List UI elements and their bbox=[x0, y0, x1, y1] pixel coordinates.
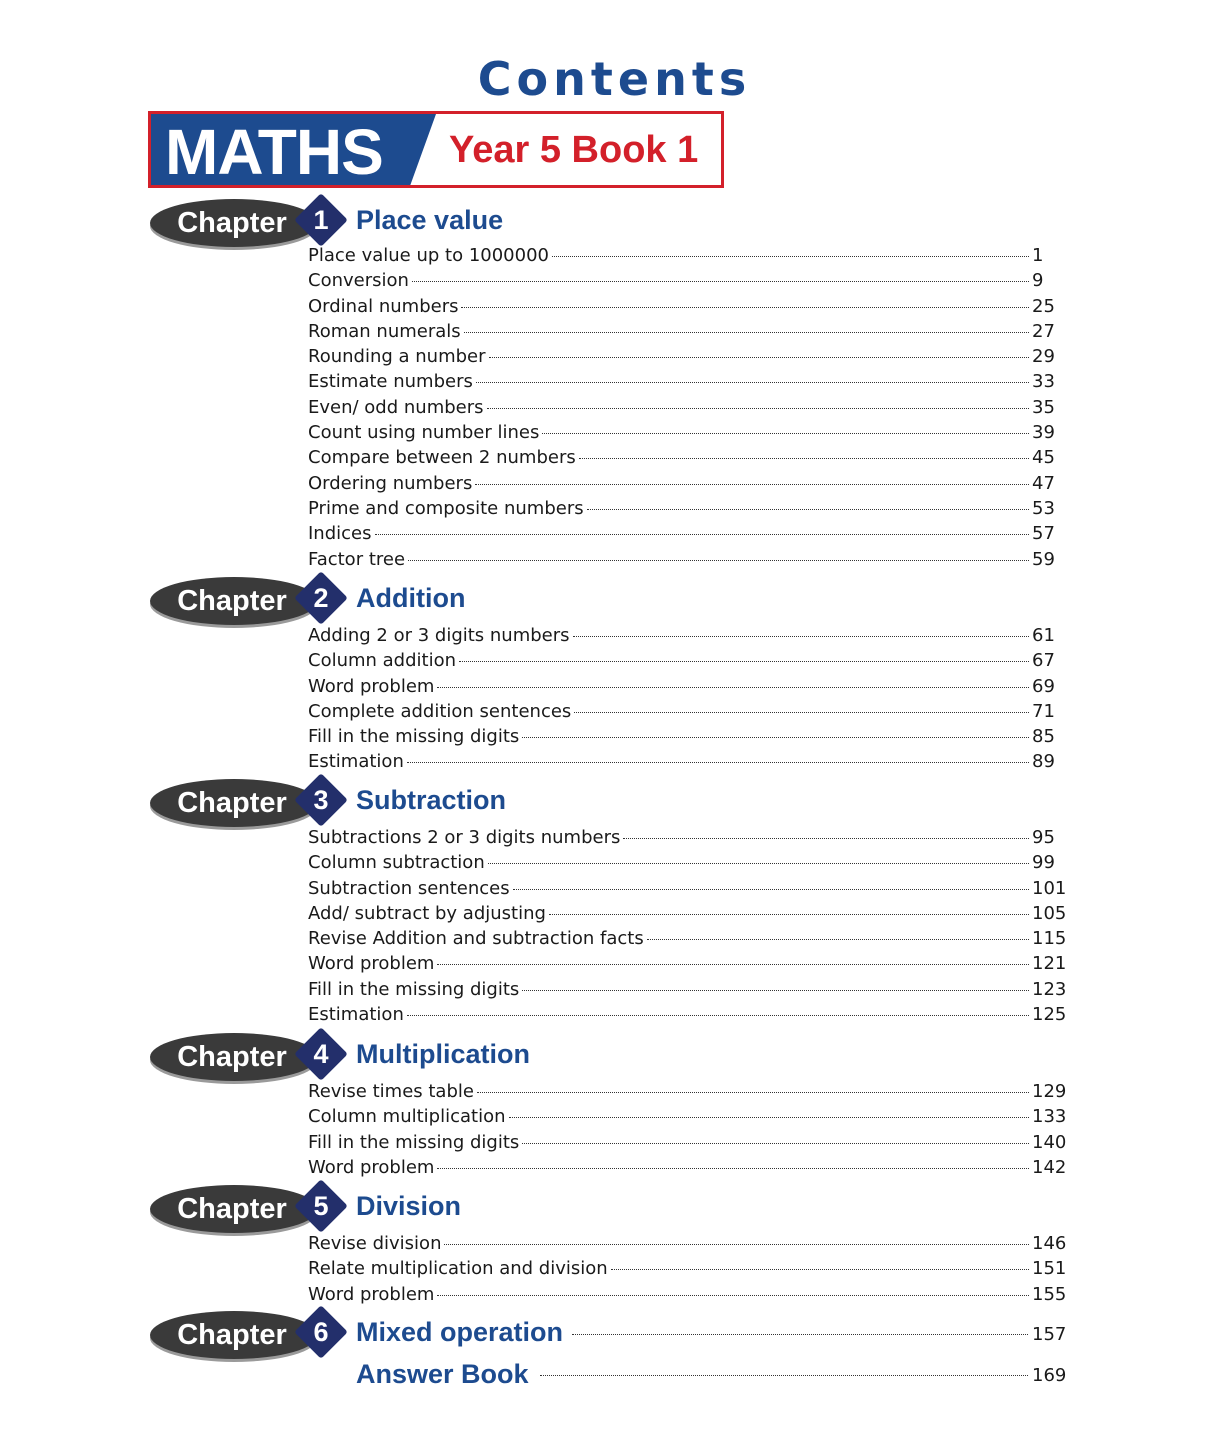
toc-entry-page: 95 bbox=[1032, 827, 1055, 848]
toc-entry-label: Conversion bbox=[308, 270, 409, 292]
toc-entry-page: 123 bbox=[1032, 978, 1067, 1000]
toc-entry[interactable] bbox=[308, 1155, 1068, 1180]
chapter-word: Chapter bbox=[177, 207, 287, 239]
toc-entry-page: 140 bbox=[1032, 1131, 1067, 1153]
toc-entry-label: Revise times table bbox=[308, 1081, 474, 1102]
dot-leader bbox=[522, 737, 1029, 738]
dot-leader bbox=[437, 687, 1029, 688]
dot-leader bbox=[573, 636, 1029, 637]
dot-leader bbox=[488, 863, 1029, 864]
toc-entry-page: 25 bbox=[1032, 295, 1055, 317]
toc-entry-page: 125 bbox=[1032, 1004, 1067, 1026]
chapter-title: Place value bbox=[356, 205, 504, 235]
toc-entry[interactable] bbox=[308, 496, 1068, 521]
toc-entry-page: 121 bbox=[1032, 953, 1067, 975]
toc-entry-page: 33 bbox=[1032, 371, 1055, 393]
toc-entry-page: 85 bbox=[1032, 726, 1055, 748]
toc-entry[interactable] bbox=[308, 977, 1068, 1002]
toc-entry-label: Add/ subtract by adjusting bbox=[308, 902, 546, 924]
toc-entry-page: 71 bbox=[1032, 700, 1055, 722]
chapter-word: Chapter bbox=[177, 585, 287, 617]
toc-entry-label: Indices bbox=[308, 523, 372, 545]
dot-leader bbox=[623, 838, 1029, 839]
toc-entry[interactable] bbox=[308, 901, 1068, 926]
toc-entry[interactable] bbox=[308, 699, 1068, 724]
toc-entry[interactable] bbox=[308, 876, 1068, 901]
toc-entry[interactable] bbox=[308, 344, 1068, 369]
toc-entry[interactable] bbox=[308, 1079, 1068, 1104]
toc-entry-label: Factor tree bbox=[308, 548, 406, 570]
toc-entry[interactable] bbox=[308, 825, 1068, 850]
dot-leader bbox=[375, 534, 1030, 535]
chapter-number: 3 bbox=[313, 785, 329, 815]
toc-entry-label: Prime and composite numbers bbox=[308, 497, 584, 519]
toc-entry-label: Column multiplication bbox=[308, 1106, 506, 1128]
toc-entry-page: 67 bbox=[1032, 650, 1055, 672]
chapter-3-entries bbox=[308, 825, 1068, 1027]
toc-entry[interactable] bbox=[308, 1282, 1068, 1307]
dot-leader bbox=[522, 1143, 1029, 1144]
toc-entry-label: Fill in the missing digits bbox=[308, 978, 520, 1000]
toc-entry-label: Compare between 2 numbers bbox=[308, 447, 576, 469]
chapter-title: Subtraction bbox=[356, 785, 507, 815]
chapter-word: Chapter bbox=[177, 1041, 287, 1073]
toc-entry-page: 61 bbox=[1032, 625, 1055, 646]
toc-entry-page: 155 bbox=[1032, 1283, 1067, 1305]
chapter-title: Multiplication bbox=[356, 1039, 530, 1069]
chapter-pill bbox=[150, 1311, 318, 1359]
toc-entry[interactable] bbox=[308, 268, 1068, 293]
chapter-pill bbox=[150, 1033, 318, 1081]
toc-entry-label: Even/ odd numbers bbox=[308, 396, 484, 418]
toc-entry[interactable] bbox=[308, 1002, 1068, 1027]
toc-entry[interactable] bbox=[308, 445, 1068, 470]
toc-entry[interactable] bbox=[308, 1130, 1068, 1155]
toc-entry-label: Rounding a number bbox=[308, 346, 486, 368]
toc-entry-page: 39 bbox=[1032, 422, 1055, 444]
toc-entry-label: Revise division bbox=[308, 1233, 442, 1254]
dot-leader bbox=[540, 1375, 1028, 1376]
toc-entry[interactable] bbox=[308, 1256, 1068, 1281]
dot-leader bbox=[509, 1117, 1030, 1118]
dot-leader bbox=[437, 964, 1029, 965]
toc-entry[interactable] bbox=[308, 369, 1068, 394]
toc-entry[interactable] bbox=[308, 926, 1068, 951]
dot-leader bbox=[412, 281, 1029, 282]
toc-entry[interactable] bbox=[308, 951, 1068, 976]
chapter-pill bbox=[150, 199, 318, 247]
chapter-word: Chapter bbox=[177, 1193, 287, 1225]
answer-book-leader bbox=[536, 1365, 1068, 1399]
chapter-number: 2 bbox=[313, 583, 329, 613]
toc-entry-label: Place value up to 1000000 bbox=[308, 245, 549, 266]
dot-leader bbox=[476, 382, 1029, 383]
toc-entry-label: Subtractions 2 or 3 digits numbers bbox=[308, 827, 621, 848]
toc-entry-label: Complete addition sentences bbox=[308, 700, 572, 722]
chapter-word: Chapter bbox=[177, 787, 287, 819]
chapter-pill bbox=[150, 779, 318, 827]
toc-entry[interactable] bbox=[308, 749, 1068, 774]
toc-entry-page: 45 bbox=[1032, 447, 1055, 469]
toc-entry-label: Column subtraction bbox=[308, 852, 485, 874]
chapter-pill bbox=[150, 1185, 318, 1233]
toc-entry[interactable] bbox=[308, 547, 1068, 572]
chapter-4-entries bbox=[308, 1079, 1068, 1180]
dot-leader bbox=[464, 332, 1029, 333]
toc-entry[interactable] bbox=[308, 395, 1068, 420]
toc-entry[interactable] bbox=[308, 648, 1068, 673]
toc-entry[interactable] bbox=[308, 243, 1068, 268]
toc-entry-label: Word problem bbox=[308, 1156, 435, 1178]
toc-entry-label: Estimation bbox=[308, 751, 404, 773]
toc-entry-page: 1 bbox=[1032, 245, 1044, 266]
toc-entry-page: 59 bbox=[1032, 548, 1055, 570]
toc-entry[interactable] bbox=[308, 724, 1068, 749]
chapter-6-leader bbox=[568, 1324, 1068, 1358]
dot-leader bbox=[487, 408, 1029, 409]
chapter-pill bbox=[150, 577, 318, 625]
toc-entry-label: Fill in the missing digits bbox=[308, 726, 520, 748]
chapter-number: 4 bbox=[313, 1039, 329, 1069]
toc-entry-label: Word problem bbox=[308, 675, 435, 697]
dot-leader bbox=[408, 560, 1029, 561]
chapter-word: Chapter bbox=[177, 1319, 287, 1351]
dot-leader bbox=[437, 1168, 1029, 1169]
dot-leader bbox=[587, 509, 1029, 510]
toc-entry-page: 129 bbox=[1032, 1081, 1067, 1102]
chapter-6-page: 157 bbox=[1032, 1324, 1067, 1345]
toc-entry-label: Count using number lines bbox=[308, 422, 540, 444]
dot-leader bbox=[542, 433, 1029, 434]
dot-leader bbox=[437, 1295, 1029, 1296]
toc-entry[interactable] bbox=[308, 420, 1068, 445]
page-title: Contents bbox=[477, 52, 752, 106]
toc-entry-page: 47 bbox=[1032, 472, 1055, 494]
banner-book: Year 5 Book 1 bbox=[449, 129, 699, 171]
dot-leader bbox=[475, 484, 1029, 485]
toc-entry-label: Ordering numbers bbox=[308, 472, 473, 494]
toc-entry-label: Roman numerals bbox=[308, 320, 461, 342]
toc-entry-page: 69 bbox=[1032, 675, 1055, 697]
toc-entry-page: 53 bbox=[1032, 497, 1055, 519]
toc-entry-label: Subtraction sentences bbox=[308, 877, 510, 899]
toc-entry[interactable] bbox=[308, 1104, 1068, 1129]
toc-entry[interactable] bbox=[308, 1231, 1068, 1256]
toc-entry-page: 89 bbox=[1032, 751, 1055, 773]
toc-entry-page: 105 bbox=[1032, 902, 1067, 924]
toc-entry-label: Estimation bbox=[308, 1004, 404, 1026]
toc-entry-page: 142 bbox=[1032, 1156, 1067, 1178]
toc-entry-page: 115 bbox=[1032, 928, 1067, 950]
toc-entry-label: Ordinal numbers bbox=[308, 295, 459, 317]
toc-entry-page: 133 bbox=[1032, 1106, 1067, 1128]
toc-entry[interactable] bbox=[308, 521, 1068, 546]
chapter-1-entries bbox=[308, 243, 1068, 572]
toc-entry-page: 101 bbox=[1032, 877, 1067, 899]
dot-leader bbox=[647, 939, 1029, 940]
dot-leader bbox=[522, 990, 1029, 991]
dot-leader bbox=[572, 1334, 1028, 1335]
toc-entry-page: 146 bbox=[1032, 1233, 1067, 1254]
book-banner bbox=[148, 111, 724, 188]
toc-entry-label: Relate multiplication and division bbox=[308, 1258, 608, 1280]
toc-entry-label: Column addition bbox=[308, 650, 457, 672]
chapter-title: Mixed operation bbox=[356, 1317, 564, 1347]
toc-entry[interactable] bbox=[308, 471, 1068, 496]
chapter-2-entries bbox=[308, 623, 1068, 775]
dot-leader bbox=[579, 458, 1029, 459]
dot-leader bbox=[513, 889, 1029, 890]
chapter-title: Addition bbox=[356, 583, 466, 613]
toc-entry-label: Fill in the missing digits bbox=[308, 1131, 520, 1153]
toc-entry[interactable] bbox=[308, 850, 1068, 875]
toc-entry-page: 9 bbox=[1032, 270, 1044, 292]
toc-entry-label: Word problem bbox=[308, 953, 435, 975]
dot-leader bbox=[489, 357, 1029, 358]
dot-leader bbox=[407, 1015, 1029, 1016]
chapter-title: Division bbox=[356, 1191, 462, 1221]
toc-entry[interactable] bbox=[308, 294, 1068, 319]
toc-entry-label: Estimate numbers bbox=[308, 371, 473, 393]
dot-leader bbox=[552, 256, 1029, 257]
toc-entry-page: 151 bbox=[1032, 1258, 1067, 1280]
dot-leader bbox=[459, 661, 1029, 662]
chapter-number: 6 bbox=[313, 1317, 329, 1347]
dot-leader bbox=[444, 1244, 1029, 1245]
answer-book-title[interactable]: Answer Book bbox=[356, 1359, 529, 1389]
banner-subject: MATHS bbox=[165, 116, 383, 188]
chapter-number: 5 bbox=[313, 1191, 329, 1221]
toc-entry-label: Revise Addition and subtraction facts bbox=[308, 928, 644, 950]
dot-leader bbox=[461, 307, 1029, 308]
dot-leader bbox=[549, 914, 1029, 915]
dot-leader bbox=[407, 762, 1029, 763]
answer-book-page: 169 bbox=[1032, 1365, 1067, 1386]
toc-entry-page: 99 bbox=[1032, 852, 1055, 874]
toc-entry-page: 29 bbox=[1032, 346, 1055, 368]
dot-leader bbox=[574, 712, 1029, 713]
toc-entry-page: 57 bbox=[1032, 523, 1055, 545]
dot-leader bbox=[611, 1269, 1029, 1270]
chapter-number: 1 bbox=[313, 205, 329, 235]
toc-entry[interactable] bbox=[308, 623, 1068, 648]
toc-entry-page: 35 bbox=[1032, 396, 1055, 418]
dot-leader bbox=[477, 1092, 1029, 1093]
toc-entry[interactable] bbox=[308, 674, 1068, 699]
chapter-5-entries bbox=[308, 1231, 1068, 1307]
toc-entry-label: Adding 2 or 3 digits numbers bbox=[308, 625, 570, 646]
toc-entry[interactable] bbox=[308, 319, 1068, 344]
toc-entry-label: Word problem bbox=[308, 1283, 435, 1305]
toc-entry-page: 27 bbox=[1032, 320, 1055, 342]
